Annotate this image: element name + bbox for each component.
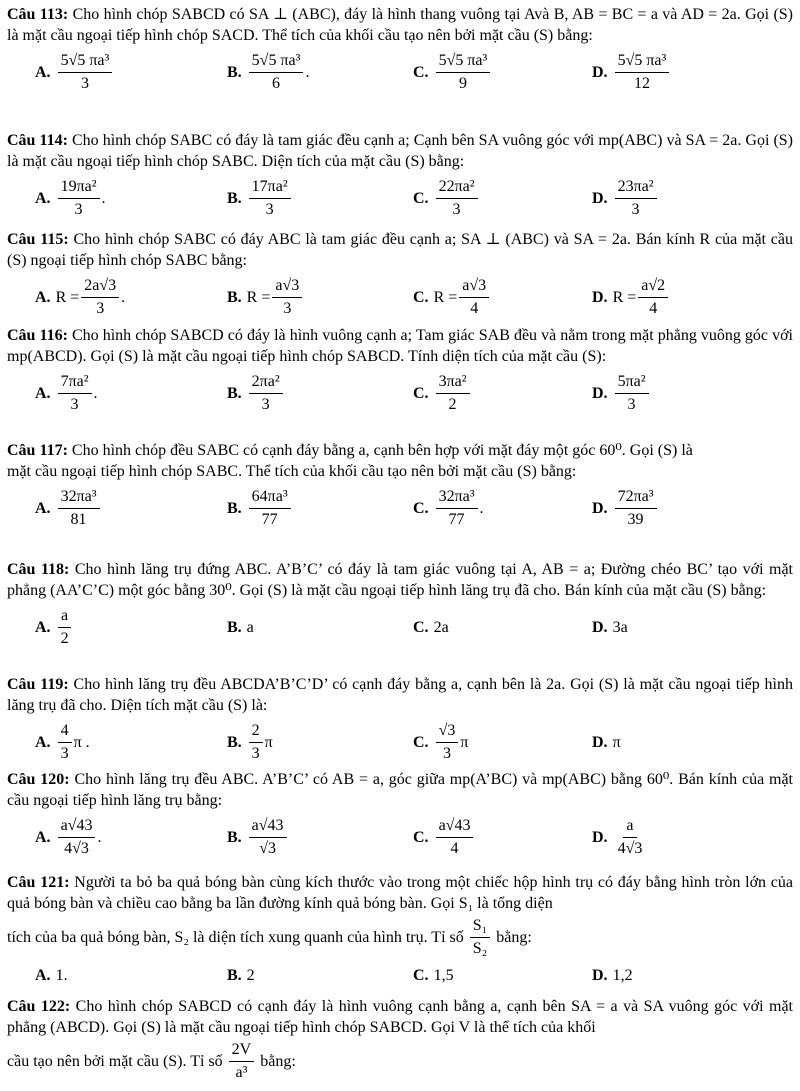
fraction: $\frac{2a√3}{3}$ — [81, 276, 119, 319]
option-c[interactable]: C. R = $\frac{a√3}{4}$ — [413, 271, 491, 323]
option-c[interactable]: C. $\frac{\text{3πa²}}{2}$ — [413, 367, 472, 419]
question-label: Câu 116: — [7, 327, 68, 344]
fraction: $\frac{2}{3}$ — [249, 721, 263, 764]
answer-options — [7, 960, 793, 990]
option-b[interactable]: B. $\frac{\text{2πa²}}{3}$ — [227, 367, 285, 419]
question-stem — [7, 674, 793, 716]
fraction: $\frac{\text{2πa²}}{3}$ — [249, 372, 283, 415]
fraction: $\frac{\text{5√5 πa³}}{9}$ — [436, 51, 491, 94]
option-a[interactable]: A. $\frac{4}{3}$ π . — [35, 721, 90, 762]
question-122 — [7, 996, 793, 1084]
fraction: $\frac{\text{17πa²}}{3}$ — [249, 177, 291, 220]
answer-options — [7, 482, 793, 534]
fraction: $\frac{\text{72πa³}}{39}$ — [615, 487, 657, 530]
fraction: $\frac{\text{5πa²}}{3}$ — [615, 372, 649, 415]
fraction: $\frac{a}{2}$ — [58, 606, 72, 649]
fraction: $\frac{a√43}{4√3}$ — [58, 816, 96, 859]
option-c[interactable]: C. $\frac{\text{32πa³}}{77}$ . — [413, 487, 484, 528]
fraction: $\frac{\text{3πa²}}{2}$ — [436, 372, 470, 415]
question-116 — [7, 325, 793, 419]
option-b[interactable]: B. $\frac{\text{5√5 πa³}}{6}$ . — [227, 51, 310, 92]
ratio-fraction: $\frac{2V}{\text{a³}}$ — [229, 1040, 255, 1083]
fraction: $\frac{\text{32πa³}}{77}$ — [436, 487, 478, 530]
option-b[interactable]: B. $\frac{2}{3}$ π — [227, 721, 273, 762]
option-b[interactable]: B. $\frac{\text{64πa³}}{77}$ — [227, 482, 293, 534]
answer-options — [7, 601, 793, 653]
question-119 — [7, 674, 793, 768]
question-stem — [7, 130, 793, 172]
question-stem — [7, 325, 793, 367]
option-c[interactable]: C. 2a — [413, 618, 449, 636]
option-c[interactable]: C. 1,5 — [413, 966, 454, 984]
option-a[interactable]: A. $\frac{a√43}{4√3}$ . — [35, 816, 102, 857]
option-d[interactable]: D. $\frac{\text{72πa³}}{39}$ — [592, 482, 659, 534]
option-a[interactable]: A. $\frac{\text{5√5 πa³}}{3}$ — [35, 46, 114, 98]
question-117 — [7, 440, 793, 534]
option-b[interactable]: B. 2 — [227, 966, 255, 984]
option-d[interactable]: D. $\frac{\text{23πa²}}{3}$ — [592, 172, 659, 224]
option-a[interactable]: A. R = $\frac{2a√3}{3}$ . — [35, 276, 126, 317]
question-stem — [7, 559, 793, 601]
answer-options — [7, 271, 793, 323]
question-label: Câu 118: — [7, 561, 70, 578]
fraction: $\frac{\text{32πa³}}{81}$ — [58, 487, 100, 530]
option-c[interactable]: C. $\frac{\text{22πa²}}{3}$ — [413, 172, 480, 224]
question-text: Cho hình chóp SABC có đáy ABC là tam giác đều cạnh a; SA ⊥ (ABC) và SA = 2a. Bán kính R của mặt cầu (S) ngoại tiếp hình chóp SABC bằng: — [7, 231, 793, 269]
option-b[interactable]: B. a — [227, 618, 254, 636]
fraction: $\frac{a√3}{3}$ — [272, 276, 302, 319]
fraction: $\frac{a√43}{√3}$ — [249, 816, 287, 859]
option-a[interactable]: A. 1. — [35, 966, 68, 984]
question-stem — [7, 996, 793, 1038]
question-text: Cho hình lăng trụ đứng ABC. A’B’C’ có đáy là tam giác vuông tại A, AB = a; Đường chéo BC’ tạo với mặt phẳng (AA’C’C) một góc bằng 30⁰. Gọi (S) là mặt cầu ngoại tiếp hình lăng trụ đã cho. Bán kính của mặt cầu (S) bằng: — [7, 561, 793, 599]
option-d[interactable]: D. 1,2 — [592, 966, 633, 984]
question-label: Câu 117: — [7, 442, 68, 459]
question-text-continued: cầu tạo nên bởi mặt cầu (S). Tỉ số $\frac{2V}{\text{a³}}$ bằng: — [7, 1040, 296, 1081]
option-c[interactable]: C. $\frac{\text{5√5 πa³}}{9}$ — [413, 46, 492, 98]
fraction: $\frac{\text{22πa²}}{3}$ — [436, 177, 478, 220]
question-label: Câu 120: — [7, 771, 70, 788]
fraction: $\frac{\text{5√5 πa³}}{3}$ — [58, 51, 113, 94]
question-text: Cho hình chóp SABCD có cạnh đáy là hình vuông cạnh bằng a, cạnh bên SA = a và SA vuông góc với mặt phẳng (ABCD). Gọi (S) là mặt cầu ngoại tiếp hình chóp SABCD. Gọi V là thể tích của khối — [7, 998, 794, 1036]
fraction: $\frac{\text{5√5 πa³}}{6}$ — [249, 51, 304, 94]
option-d[interactable]: D. $\frac{\text{5πa²}}{3}$ — [592, 367, 651, 419]
option-c[interactable]: C. $\frac{√3}{3}$ π — [413, 721, 469, 762]
option-a[interactable]: A. $\frac{\text{32πa³}}{81}$ — [35, 482, 102, 534]
option-d[interactable]: D. $\frac{a}{4√3}$ — [592, 811, 647, 863]
fraction: $\frac{a}{4√3}$ — [617, 816, 643, 857]
fraction: $\frac{\text{5√5 πa³}}{12}$ — [615, 51, 670, 94]
option-d[interactable]: D. R = $\frac{a√2}{4}$ — [592, 271, 670, 323]
question-115 — [7, 229, 793, 323]
fraction: $\frac{\text{7πa²}}{3}$ — [58, 372, 92, 415]
question-113 — [7, 4, 793, 98]
question-label: Câu 122: — [7, 998, 71, 1015]
question-text-continued: tích của ba quả bóng bàn, S₂ là diện tích xung quanh của hình trụ. Tỉ số $\frac{\text{S₁}}{\text{S₂}}$ bằng: — [7, 916, 532, 957]
option-b[interactable]: B. $\frac{\text{17πa²}}{3}$ — [227, 172, 293, 224]
answer-options — [7, 367, 793, 419]
ratio-fraction: $\frac{\text{S₁}}{\text{S₂}}$ — [470, 916, 490, 959]
question-text: Cho hình lăng trụ đều ABC. A’B’C’ có AB = a, góc giữa mp(A’BC) và mp(ABC) bằng 60⁰. Bán kính của mặt cầu ngoại tiếp hình lăng trụ bằng: — [7, 771, 794, 809]
fraction: $\frac{a√2}{4}$ — [638, 276, 668, 319]
answer-options — [7, 46, 793, 98]
answer-options — [7, 172, 793, 224]
question-stem — [7, 4, 793, 46]
fraction: $\frac{4}{3}$ — [58, 721, 72, 764]
answer-options — [7, 716, 793, 768]
option-a[interactable]: A. $\frac{\text{19πa²}}{3}$ . — [35, 177, 106, 218]
fraction: $\frac{\text{19πa²}}{3}$ — [58, 177, 100, 220]
question-stem — [7, 229, 793, 271]
question-label: Câu 115: — [7, 231, 69, 248]
fraction: $\frac{\text{64πa³}}{77}$ — [249, 487, 291, 530]
question-text: Người ta bỏ ba quả bóng bàn cùng kích thước vào trong một chiếc hộp hình trụ có đáy bằng hình tròn lớn của quả bóng bàn và chiều cao bằng ba lần đường kính quả bóng bàn. Gọi S₁ là tổng diện — [7, 874, 794, 912]
option-d[interactable]: D. 3a — [592, 618, 628, 636]
fraction: $\frac{a√3}{4}$ — [459, 276, 489, 319]
question-text-continued: mặt cầu ngoại tiếp hình chóp SABC. Thể tích của khối cầu tạo nên bởi mặt cầu (S) bằng: — [7, 463, 577, 480]
question-120 — [7, 769, 793, 863]
option-d[interactable]: D. π — [592, 733, 621, 751]
fraction: $\frac{a√43}{4}$ — [436, 816, 474, 859]
fraction: $\frac{\text{23πa²}}{3}$ — [615, 177, 657, 220]
question-114 — [7, 130, 793, 224]
question-label: Câu 114: — [7, 132, 68, 149]
question-stem — [7, 872, 793, 914]
answer-options — [7, 811, 793, 863]
question-121 — [7, 872, 793, 990]
question-stem — [7, 440, 793, 461]
question-stem — [7, 769, 793, 811]
option-a[interactable]: A. $\frac{a}{2}$ — [35, 601, 74, 653]
question-118 — [7, 559, 793, 653]
question-text: Cho hình lăng trụ đều ABCDA’B’C’D’ có cạnh đáy bằng a, cạnh bên là 2a. Gọi (S) là mặt cầu ngoại tiếp hình lăng trụ đã cho. Diện tích mặt cầu (S) là: — [7, 676, 793, 714]
question-text: Cho hình chóp SABCD có đáy là hình vuông cạnh a; Tam giác SAB đều và nằm trong mặt phẳng vuông góc với mp(ABCD). Gọi (S) là mặt cầu ngoại tiếp hình chóp SABCD. Tính diện tích của mặt cầu (S): — [7, 327, 793, 365]
option-c[interactable]: C. $\frac{a√43}{4}$ — [413, 811, 475, 863]
question-label: Câu 121: — [7, 874, 70, 891]
fraction: $\frac{√3}{3}$ — [436, 721, 459, 764]
option-a[interactable]: A. $\frac{\text{7πa²}}{3}$ . — [35, 372, 98, 413]
question-text: Cho hình chóp SABC có đáy là tam giác đều cạnh a; Cạnh bên SA vuông góc với mp(ABC) và SA = 2a. Gọi (S) là mặt cầu ngoại tiếp hình chóp SABC. Diện tích của mặt cầu (S) bằng: — [7, 132, 794, 170]
option-d[interactable]: D. $\frac{\text{5√5 πa³}}{12}$ — [592, 46, 671, 98]
question-label: Câu 113: — [7, 6, 69, 23]
question-text: Cho hình chóp đều SABC có cạnh đáy bằng a, cạnh bên hợp với mặt đáy một góc 60⁰. Gọi (S) là — [67, 442, 693, 459]
option-b[interactable]: B. $\frac{a√43}{√3}$ — [227, 811, 289, 863]
question-label: Câu 119: — [7, 676, 69, 693]
option-b[interactable]: B. R = $\frac{a√3}{3}$ — [227, 271, 304, 323]
question-text: Cho hình chóp SABCD có SA ⊥ (ABC), đáy là hình thang vuông tại Avà B, AB = BC = a và AD = 2a. Gọi (S) là mặt cầu ngoại tiếp hình chóp SACD. Thể tích của khối cầu tạo nên bởi mặt cầu (S) bằng: — [7, 6, 794, 44]
